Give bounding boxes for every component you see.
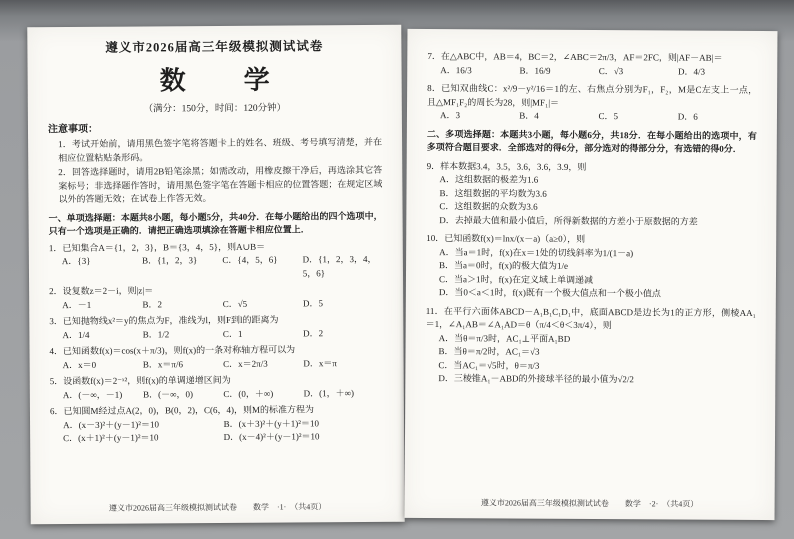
exam-score-time: （满分：150分，时间：120分钟）	[143, 103, 287, 115]
option-a: A．3	[439, 110, 461, 121]
option-d: D．5	[302, 297, 323, 308]
option-c: C．x＝2π/3	[223, 358, 268, 369]
question-11	[425, 304, 755, 387]
option-d: D．(x－4)²＋(y－1)²＝10	[223, 431, 320, 442]
question-11-stem: 11．在平行六面体ABCD－A₁B₁C₁D₁中，底面ABCD是边长为1的正方形，侧棱AA₁＝1，∠A₁AB＝∠A₁AD＝θ（π/4＜θ＜3π/4），则	[425, 305, 756, 331]
question-10-options	[426, 245, 756, 301]
question-4-options	[50, 356, 384, 372]
notice-item-1: 1．考试开始前，请用黑色签字笔将答题卡上的姓名、班级、考号填写清楚，并在相应位置粘贴条形码。	[58, 136, 383, 163]
question-2-options	[49, 296, 383, 312]
question-10-stem: 10．已知函数f(x)＝lnx/(x－a)（a≥0），则	[426, 232, 586, 244]
option-a: A．(－∞，－1)	[62, 389, 123, 400]
exam-page-2	[405, 29, 778, 520]
option-a: A．x＝0	[62, 359, 97, 370]
question-9	[426, 159, 756, 229]
option-b: B．这组数据的平均数为3.6	[439, 187, 547, 199]
section-1-title: 一、单项选择题：本题共8小题，每小题5分，共40分．在每小题给出的四个选项中，只有一个选项是正确的．请把正确选项填涂在答题卡相应位置上．	[48, 210, 383, 237]
option-b: B．(－∞，0)	[143, 388, 194, 400]
question-3	[49, 313, 383, 342]
page-1-content	[27, 25, 404, 525]
option-c: C．这组数据的众数为3.6	[439, 201, 538, 212]
option-a: A．这组数据的极差为1.6	[439, 174, 539, 185]
option-b: B．当θ＝π/2时，AC₁＝√3	[438, 346, 540, 357]
option-b: B．2	[142, 298, 163, 310]
option-d: D．4/3	[677, 66, 706, 77]
option-b: B．1/2	[142, 328, 170, 340]
question-8-stem: 8．已知双曲线C：x²/9－y²/16＝1的左、右焦点分别为F₁，F₂，M是C左支上一点，且△MF₁F₂的周长为28，则|MF₁|＝	[427, 82, 758, 108]
option-a: A．{3}	[61, 255, 91, 267]
question-7-stem: 7．在△ABC中，AB＝4，BC＝2，∠ABC＝2π/3，AF＝2FC，则|AF－AB|＝	[427, 50, 723, 63]
notice-title: 注意事项：	[47, 123, 99, 136]
option-d: D．6	[677, 111, 698, 122]
question-5-options	[50, 386, 384, 402]
question-1-stem: 1．已知集合A＝{1，2，3}，B＝{3，4，5}，则A∪B＝	[48, 241, 266, 253]
option-c: C．当AC₁＝√5时，θ＝π/3	[438, 359, 540, 371]
option-d: D．当0＜a＜1时，f(x)既有一个极大值点和一个极小值点	[438, 287, 661, 299]
option-a: A．当a＝1时，f(x)在x＝1处的切线斜率为1/(1－a)	[439, 246, 634, 258]
question-6-stem: 6．已知圆M经过点A(2，0)，B(0，2)，C(6，4)，则M的标准方程为	[49, 404, 314, 417]
option-d: D．x＝π	[303, 357, 337, 368]
option-b: B．16/9	[519, 65, 551, 76]
page-1-footer: 遵义市2026届高三年级模拟测试试卷 数学 ·1· （共4页）	[108, 502, 327, 513]
page-2-content	[405, 29, 778, 520]
option-b: B．4	[519, 110, 539, 121]
option-c: C．(0，＋∞)	[223, 388, 274, 399]
question-7-options	[427, 63, 757, 79]
question-8	[427, 82, 757, 125]
question-2-stem: 2．设复数z＝2－i，则|z|＝	[49, 285, 154, 297]
question-10	[426, 232, 756, 302]
option-b: B．{1，2，3}	[142, 255, 198, 266]
question-9-stem: 9．样本数据3.4，3.5，3.6，3.6，3.9，则	[426, 160, 587, 172]
option-c: C．√5	[222, 298, 248, 309]
option-c: C．5	[598, 111, 619, 122]
option-c: C．1	[222, 328, 243, 339]
question-3-stem: 3．已知抛物线x²＝y的焦点为F，准线为l，则F到l的距离为	[49, 314, 279, 327]
question-3-options	[49, 326, 383, 342]
question-7	[427, 50, 757, 79]
option-c: C．当a＞1时，f(x)在定义域上单调递减	[438, 273, 593, 285]
question-2	[49, 283, 383, 312]
exam-page-1	[27, 25, 404, 525]
option-d: D．{1，2，3，4，5，6}	[302, 253, 377, 278]
page-2-footer: 遵义市2026届高三年级模拟测试试卷 数学 ·2· （共4页）	[480, 498, 699, 509]
option-a: A．(x－3)²＋(y－1)²＝10	[63, 418, 159, 430]
question-1	[49, 239, 383, 282]
option-a: A．－1	[62, 299, 92, 310]
question-11-options	[425, 331, 755, 387]
question-4-stem: 4．已知函数f(x)＝cos(x＋π/3)，则f(x)的一条对称轴方程可以为	[49, 344, 296, 357]
option-a: A．16/3	[440, 64, 472, 75]
question-5	[50, 373, 384, 402]
option-d: D．三棱锥A₁－ABD的外接球半径的最小值为√2/2	[438, 373, 634, 385]
option-b: B．x＝π/6	[142, 358, 183, 370]
option-b: B．(x＋3)²＋(y＋1)²＝10	[223, 417, 319, 429]
option-c: C．{4，5，6}	[222, 254, 278, 265]
option-b: B．当a＝0时，f(x)的极大值为1/e	[439, 260, 569, 271]
notice-item-2: 2．回答选择题时，请用2B铅笔涂黑；如需改动，用橡皮擦干净后，再选涂其它答案标号；非选择题作答时，请用黑色签字笔在答题卡相应的位置答题；在规定区域以外的答题无效；在试卷上作答无效。	[58, 164, 383, 205]
option-c: C．√3	[598, 65, 624, 76]
question-9-options	[426, 173, 756, 229]
section-2-title: 二、多项选择题：本题共3小题，每小题6分，共18分．在每小题给出的选项中，有多项符合题目要求．全部选对的得6分，部分选对的得部分分，有选错的得0分．	[426, 128, 757, 154]
exam-subject-title: 数 学	[159, 65, 286, 96]
question-6-options	[50, 416, 384, 445]
question-1-options	[49, 253, 383, 282]
question-6	[50, 403, 384, 446]
question-8-options	[427, 109, 757, 125]
option-d: D．去掉最大值和最小值后，所得新数据的方差小于原数据的方差	[439, 214, 698, 227]
option-d: D．(1，＋∞)	[303, 387, 355, 398]
option-a: A．1/4	[62, 329, 90, 340]
exam-header: 遵义市2026届高三年级模拟测试试卷	[105, 39, 324, 55]
option-c: C．(x＋1)²＋(y－1)²＝10	[63, 432, 159, 444]
option-a: A．当θ＝π/3时，AC₁⊥平面A₁BD	[438, 332, 571, 344]
question-4	[49, 343, 383, 372]
option-d: D．2	[303, 327, 324, 338]
question-5-stem: 5．设函数f(x)＝2⁻ˣ²，则f(x)的单调递增区间为	[49, 374, 231, 387]
